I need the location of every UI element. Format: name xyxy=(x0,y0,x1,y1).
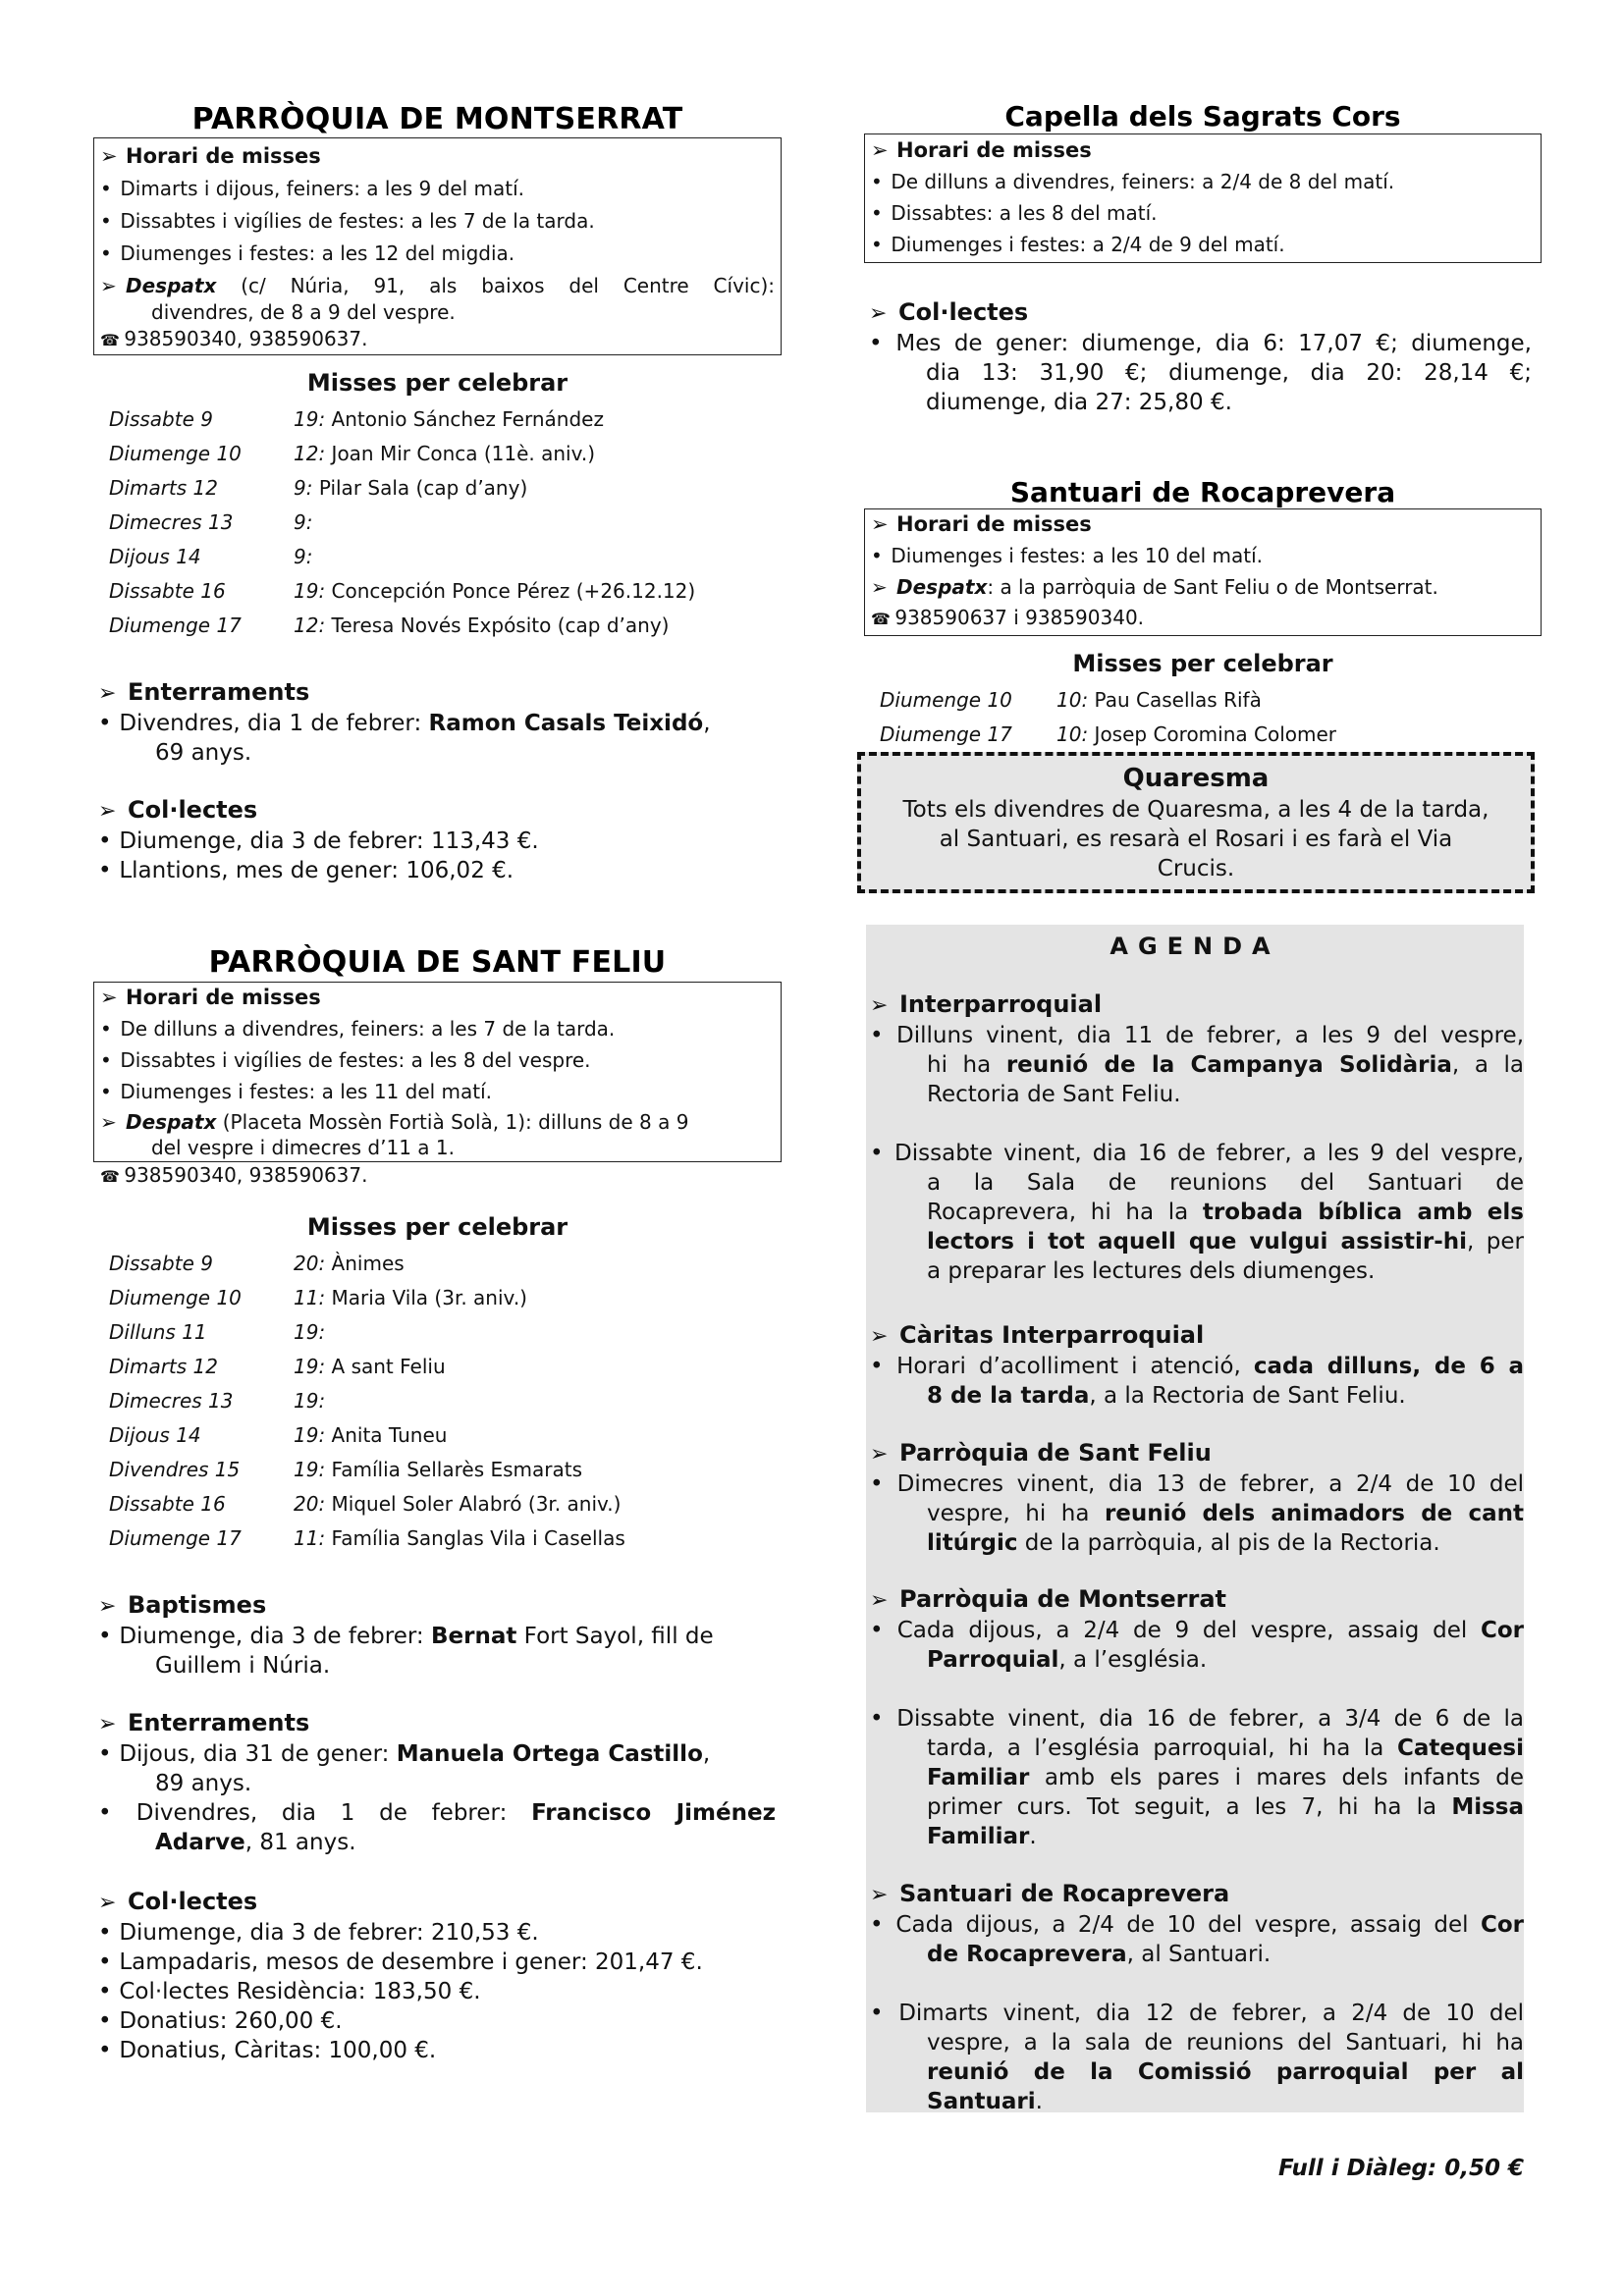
collecta-item: • Llantions, mes de gener: 106,02 €. xyxy=(98,858,514,883)
misses-hour: 19: xyxy=(294,1423,326,1447)
agenda-santfeliu xyxy=(866,1438,1524,1558)
arrow-icon: ➢ xyxy=(98,1891,117,1915)
bullet-icon: • xyxy=(98,2008,112,2034)
misses-hour: 9: xyxy=(294,510,313,534)
montserrat-horari-box xyxy=(93,137,782,355)
bullet-icon: • xyxy=(100,1080,112,1103)
quaresma-line: Tots els divendres de Quaresma, a les 4 de la tarda, xyxy=(902,797,1489,823)
misses-hour: 19: xyxy=(294,407,326,431)
santfeliu-title: PARRÒQUIA DE SANT FELIU xyxy=(208,945,667,980)
section-heading: ➢ Enterraments xyxy=(98,1708,776,1739)
footer-price: Full i Diàleg: 0,50 € xyxy=(1278,2156,1524,2181)
misses-intention: A sant Feliu xyxy=(325,1355,446,1378)
bullet-icon: • xyxy=(98,858,112,883)
bullet-icon: • xyxy=(870,1618,884,1643)
agenda-cont: a preparar les lectures dels diumenges. xyxy=(927,1258,1376,1284)
horari-item: • Dimarts i dijous, feiners: a les 9 del matí. xyxy=(94,173,781,205)
misses-intention: Josep Coromina Colomer xyxy=(1088,722,1337,746)
agenda-interparroquial xyxy=(866,989,1524,1286)
despatx-label: Despatx xyxy=(896,575,988,599)
bullet-icon: • xyxy=(871,170,883,193)
collecta-item: • Mes de gener: diumenge, dia 6: 17,07 €; diumenge, xyxy=(869,331,1532,356)
misses-hour: 11: xyxy=(294,1286,326,1309)
misses-hour: 19: xyxy=(294,1389,326,1413)
montserrat-misses-title: Misses per celebrar xyxy=(306,369,568,397)
misses-intention: Pau Casellas Rifà xyxy=(1088,688,1262,712)
santfeliu-baptismes xyxy=(98,1590,776,1681)
arrow-icon: ➢ xyxy=(100,986,118,1009)
misses-row xyxy=(93,1522,782,1556)
agenda-item: • Dissabte vinent, dia 16 de febrer, a les 9 del vespre, xyxy=(870,1141,1524,1166)
misses-day: Dissabte 9 xyxy=(109,407,213,431)
arrow-icon: ➢ xyxy=(871,138,889,162)
arrow-icon: ➢ xyxy=(870,993,889,1018)
collecta-item: • Donatius: 260,00 €. xyxy=(98,2008,343,2034)
bullet-icon: • xyxy=(98,1624,112,1649)
horari-item: • Dissabtes i vigílies de festes: a les 7 de la tarda. xyxy=(94,205,781,238)
misses-row xyxy=(93,574,782,609)
bullet-icon: • xyxy=(870,1023,884,1048)
arrow-icon: ➢ xyxy=(871,512,889,536)
section-heading: ➢ Col·lectes xyxy=(98,795,776,827)
misses-hour: 20: xyxy=(294,1252,326,1275)
agenda-cont: Parroquial, a l’església. xyxy=(927,1647,1208,1673)
santuari-misses-title: Misses per celebrar xyxy=(1072,650,1333,677)
bullet-icon: • xyxy=(870,1706,884,1732)
agenda-cont: primer curs. Tot seguit, a les 7, hi ha la Missa xyxy=(927,1794,1524,1820)
montserrat-misses-list xyxy=(93,402,782,643)
quaresma-box xyxy=(857,752,1535,893)
misses-hour: 11: xyxy=(294,1526,326,1550)
agenda-item: • Dissabte vinent, dia 16 de febrer, a 3/4 de 6 de la xyxy=(870,1706,1525,1732)
bullet-icon: • xyxy=(871,201,883,225)
misses-intention: Pilar Sala (cap d’any) xyxy=(312,476,528,500)
misses-day: Dimarts 12 xyxy=(109,1355,218,1378)
bullet-icon: • xyxy=(870,2001,884,2026)
bullet-icon: • xyxy=(100,1048,112,1072)
misses-day: Diumenge 17 xyxy=(880,722,1012,746)
misses-intention: Anita Tuneu xyxy=(325,1423,448,1447)
horari-item: • Dissabtes: a les 8 del matí. xyxy=(865,197,1541,229)
montserrat-title: PARRÒQUIA DE MONTSERRAT xyxy=(191,102,683,136)
arrow-icon: ➢ xyxy=(869,301,888,326)
arrow-icon: ➢ xyxy=(98,1594,117,1619)
misses-intention: Maria Vila (3r. aniv.) xyxy=(325,1286,527,1309)
collecta-item: • Col·lectes Residència: 183,50 €. xyxy=(98,1979,481,2004)
despatx-line: ➢ Despatx: a la parròquia de Sant Feliu o de Montserrat. xyxy=(865,571,1541,603)
section-heading: ➢ Col·lectes xyxy=(869,297,1532,329)
santuari-misses-list xyxy=(864,683,1542,752)
misses-hour: 12: xyxy=(294,442,326,465)
misses-row xyxy=(93,437,782,471)
agenda-item: • Dimarts vinent, dia 12 de febrer, a 2/4 de 10 del xyxy=(870,2001,1524,2026)
horari-heading: ➢ Horari de misses xyxy=(94,140,781,173)
horari-item: • De dilluns a divendres, feiners: a les 7 de la tarda. xyxy=(94,1013,781,1044)
agenda-cont: de Rocaprevera, al Santuari. xyxy=(927,1942,1272,1967)
section-heading: ➢ Baptismes xyxy=(98,1590,776,1622)
misses-hour: 19: xyxy=(294,579,326,603)
agenda-cont: Rectoria de Sant Feliu. xyxy=(927,1082,1181,1107)
despatx-line: ➢ Despatx (c/ Núria, 91, als baixos del Centre Cívic): xyxy=(94,270,781,302)
misses-row xyxy=(93,506,782,540)
misses-hour: 10: xyxy=(1056,688,1089,712)
agenda-cont: vespre, a la sala de reunions del Santuari, hi ha xyxy=(927,2030,1524,2056)
arrow-icon: ➢ xyxy=(870,1442,889,1467)
horari-item: • De dilluns a divendres, feiners: a 2/4 de 8 del matí. xyxy=(865,166,1541,197)
misses-day: Dissabte 9 xyxy=(109,1252,213,1275)
agenda-caritas xyxy=(866,1320,1524,1411)
agenda-cont: vespre, hi ha reunió dels animadors de cant xyxy=(927,1501,1524,1526)
arrow-icon: ➢ xyxy=(100,144,118,168)
santfeliu-collectes xyxy=(98,1887,776,2065)
misses-day: Diumenge 10 xyxy=(880,688,1012,712)
agenda-panel xyxy=(866,925,1524,2112)
montserrat-collectes xyxy=(98,795,776,885)
misses-row xyxy=(93,609,782,643)
bullet-icon: • xyxy=(98,1949,112,1975)
misses-day: Dijous 14 xyxy=(109,545,201,568)
bullet-icon: • xyxy=(98,1800,112,1826)
bullet-icon: • xyxy=(870,1141,884,1166)
santfeliu-horari-box xyxy=(93,982,782,1187)
agenda-cont: a la Sala de reunions del Santuari de xyxy=(927,1170,1524,1196)
misses-intention: Família Sanglas Vila i Casellas xyxy=(325,1526,625,1550)
misses-intention: Miquel Soler Alabró (3r. aniv.) xyxy=(325,1492,622,1516)
collecta-item: • Diumenge, dia 3 de febrer: 210,53 €. xyxy=(98,1920,539,1946)
misses-intention: Ànimes xyxy=(325,1252,405,1275)
misses-hour: 9: xyxy=(294,476,313,500)
enterrament-cont: Adarve, 81 anys. xyxy=(155,1830,356,1855)
agenda-cont: hi ha reunió de la Campanya Solidària, a la xyxy=(927,1052,1524,1078)
misses-day: Dilluns 11 xyxy=(109,1320,207,1344)
section-heading: ➢ Col·lectes xyxy=(98,1887,776,1918)
bullet-icon: • xyxy=(98,828,112,854)
section-heading: ➢ Santuari de Rocaprevera xyxy=(870,1879,1524,1910)
horari-heading: ➢ Horari de misses xyxy=(865,134,1541,166)
arrow-icon: ➢ xyxy=(100,274,117,297)
arrow-icon: ➢ xyxy=(870,1883,889,1907)
misses-row xyxy=(93,1247,782,1281)
bullet-icon: • xyxy=(98,711,112,736)
agenda-item: • Dimecres vinent, dia 13 de febrer, a 2/4 de 10 del xyxy=(870,1471,1525,1497)
agenda-cont: lectors i tot aquell que vulgui assistir-hi, per xyxy=(927,1229,1524,1255)
agenda-cont: Rocaprevera, hi ha la trobada bíblica amb els xyxy=(927,1200,1524,1225)
arrow-icon: ➢ xyxy=(98,681,117,706)
agenda-item: • Dilluns vinent, dia 11 de febrer, a les 9 del vespre, xyxy=(870,1023,1525,1048)
section-heading: ➢ Càritas Interparroquial xyxy=(870,1320,1524,1352)
misses-row xyxy=(864,683,1542,718)
bullet-icon: • xyxy=(100,209,112,233)
misses-row xyxy=(93,1384,782,1418)
montserrat-enterraments xyxy=(98,677,776,768)
phone-line: ☎ 938590637 i 938590340. xyxy=(865,603,1541,634)
misses-row xyxy=(93,1487,782,1522)
misses-row xyxy=(93,540,782,574)
misses-row xyxy=(93,1350,782,1384)
arrow-icon: ➢ xyxy=(98,799,117,824)
horari-item: • Diumenges i festes: a les 12 del migdia. xyxy=(94,238,781,270)
despatx-cont: del vespre i dimecres d’11 a 1. xyxy=(151,1136,455,1159)
agenda-item: • Cada dijous, a 2/4 de 9 del vespre, assaig del Cor xyxy=(870,1618,1524,1643)
collecta-item: • Lampadaris, mesos de desembre i gener: 201,47 €. xyxy=(98,1949,703,1975)
bullet-icon: • xyxy=(870,1354,884,1379)
despatx-cont: divendres, de 8 a 9 del vespre. xyxy=(151,300,456,324)
baptisme-item: • Diumenge, dia 3 de febrer: Bernat Fort Sayol, fill de xyxy=(98,1624,714,1649)
enterrament-cont: 69 anys. xyxy=(155,740,252,766)
misses-day: Diumenge 10 xyxy=(109,1286,242,1309)
misses-hour: 12: xyxy=(294,614,326,637)
horari-heading: ➢ Horari de misses xyxy=(94,983,781,1013)
despatx-line: ➢ Despatx (Placeta Mossèn Fortià Solà, 1): dilluns de 8 a 9 xyxy=(94,1107,781,1137)
misses-hour: 10: xyxy=(1056,722,1089,746)
bullet-icon: • xyxy=(98,1920,112,1946)
agenda-cont: tarda, a l’església parroquial, hi ha la Catequesi xyxy=(927,1735,1524,1761)
agenda-title: AGENDA xyxy=(1110,933,1280,960)
misses-day: Dimarts 12 xyxy=(109,476,218,500)
santuari-title: Santuari de Rocaprevera xyxy=(1009,476,1396,508)
baptisme-cont: Guillem i Núria. xyxy=(155,1653,331,1679)
misses-hour: 19: xyxy=(294,1458,326,1481)
section-heading: ➢ Parròquia de Sant Feliu xyxy=(870,1438,1524,1469)
despatx-label: Despatx xyxy=(126,1110,217,1134)
capella-horari-box xyxy=(864,133,1542,263)
agenda-cont: Santuari. xyxy=(927,2089,1043,2114)
agenda-cont: reunió de la Comissió parroquial per al xyxy=(927,2059,1524,2085)
arrow-icon: ➢ xyxy=(98,1712,117,1736)
misses-day: Dissabte 16 xyxy=(109,579,226,603)
arrow-icon: ➢ xyxy=(870,1324,889,1349)
misses-intention: Joan Mir Conca (11è. aniv.) xyxy=(325,442,596,465)
bullet-icon: • xyxy=(871,544,883,567)
misses-day: Diumenge 10 xyxy=(109,442,242,465)
arrow-icon: ➢ xyxy=(100,1110,117,1134)
agenda-cont: 8 de la tarda, a la Rectoria de Sant Feliu. xyxy=(927,1383,1406,1409)
capella-collectes xyxy=(869,297,1532,417)
santuari-horari-box xyxy=(864,508,1542,636)
misses-row xyxy=(93,1315,782,1350)
despatx-label: Despatx xyxy=(126,274,217,297)
phone-icon: ☎ xyxy=(100,331,120,349)
agenda-cont: Familiar amb els pares i mares dels infants de xyxy=(927,1765,1524,1790)
misses-intention: Família Sellarès Esmarats xyxy=(325,1458,583,1481)
misses-intention: Concepción Ponce Pérez (+26.12.12) xyxy=(325,579,696,603)
enterrament-cont: 89 anys. xyxy=(155,1771,252,1796)
misses-day: Dimecres 13 xyxy=(109,1389,234,1413)
misses-intention: Antonio Sánchez Fernández xyxy=(325,407,604,431)
misses-row xyxy=(93,402,782,437)
misses-row xyxy=(93,1281,782,1315)
bullet-icon: • xyxy=(98,1979,112,2004)
bullet-icon: • xyxy=(100,241,112,265)
misses-hour: 19: xyxy=(294,1355,326,1378)
bullet-icon: • xyxy=(871,233,883,256)
misses-row xyxy=(864,718,1542,752)
agenda-santuari xyxy=(866,1879,1524,2116)
horari-item: • Dissabtes i vigílies de festes: a les 8 del vespre. xyxy=(94,1044,781,1076)
misses-day: Diumenge 17 xyxy=(109,1526,242,1550)
agenda-cont: litúrgic de la parròquia, al pis de la Rectoria. xyxy=(927,1530,1440,1556)
collecta-cont: dia 13: 31,90 €; diumenge, dia 20: 28,14 €; xyxy=(926,360,1532,386)
horari-item: • Diumenges i festes: a 2/4 de 9 del matí. xyxy=(865,229,1541,260)
phone-icon: ☎ xyxy=(100,1167,120,1186)
misses-hour: 20: xyxy=(294,1492,326,1516)
bullet-icon: • xyxy=(98,2038,112,2063)
enterrament-item: • Divendres, dia 1 de febrer: Ramon Casals Teixidó, xyxy=(98,711,711,736)
collecta-item: • Diumenge, dia 3 de febrer: 113,43 €. xyxy=(98,828,539,854)
enterrament-item: • Divendres, dia 1 de febrer: Francisco Jiménez xyxy=(98,1800,776,1826)
horari-heading: ➢ Horari de misses xyxy=(865,509,1541,540)
arrow-icon: ➢ xyxy=(870,1588,889,1613)
quaresma-line: al Santuari, es resarà el Rosari i es farà el Via xyxy=(939,827,1453,852)
section-heading: ➢ Enterraments xyxy=(98,677,776,709)
misses-row xyxy=(93,1453,782,1487)
misses-day: Dijous 14 xyxy=(109,1423,201,1447)
misses-intention: Teresa Novés Expósito (cap d’any) xyxy=(325,614,670,637)
quaresma-title: Quaresma xyxy=(1122,764,1270,793)
section-heading: ➢ Interparroquial xyxy=(870,989,1524,1021)
misses-day: Divendres 15 xyxy=(109,1458,241,1481)
quaresma-line: Crucis. xyxy=(1157,856,1235,881)
phone-icon: ☎ xyxy=(871,610,891,628)
collecta-cont: diumenge, dia 27: 25,80 €. xyxy=(926,390,1232,415)
horari-item: • Diumenges i festes: a les 10 del matí. xyxy=(865,540,1541,571)
bullet-icon: • xyxy=(100,177,112,200)
misses-row xyxy=(93,471,782,506)
agenda-montserrat xyxy=(866,1584,1524,1851)
collecta-item: • Donatius, Càritas: 100,00 €. xyxy=(98,2038,437,2063)
bullet-icon: • xyxy=(870,1912,884,1938)
misses-day: Dissabte 16 xyxy=(109,1492,226,1516)
capella-title: Capella dels Sagrats Cors xyxy=(1004,100,1401,133)
section-heading: ➢ Parròquia de Montserrat xyxy=(870,1584,1524,1616)
bullet-icon: • xyxy=(869,331,883,356)
enterrament-item: • Dijous, dia 31 de gener: Manuela Ortega Castillo, xyxy=(98,1741,711,1767)
phone-line: ☎ 938590340, 938590637. xyxy=(94,323,781,356)
phone-line: ☎ 938590340, 938590637. xyxy=(94,1160,781,1192)
misses-day: Diumenge 17 xyxy=(109,614,242,637)
santfeliu-misses-title: Misses per celebrar xyxy=(306,1213,568,1241)
misses-hour: 19: xyxy=(294,1320,326,1344)
santfeliu-enterraments xyxy=(98,1708,776,1857)
agenda-cont: Familiar. xyxy=(927,1824,1037,1849)
santfeliu-misses-list xyxy=(93,1247,782,1556)
agenda-item: • Horari d’acolliment i atenció, cada dilluns, de 6 a xyxy=(870,1354,1525,1379)
misses-hour: 9: xyxy=(294,545,313,568)
bullet-icon: • xyxy=(98,1741,112,1767)
arrow-icon: ➢ xyxy=(871,575,888,599)
bullet-icon: • xyxy=(870,1471,884,1497)
bullet-icon: • xyxy=(100,1017,112,1041)
agenda-item: • Cada dijous, a 2/4 de 10 del vespre, assaig del Cor xyxy=(870,1912,1525,1938)
misses-day: Dimecres 13 xyxy=(109,510,234,534)
misses-row xyxy=(93,1418,782,1453)
horari-item: • Diumenges i festes: a les 11 del matí. xyxy=(94,1076,781,1107)
